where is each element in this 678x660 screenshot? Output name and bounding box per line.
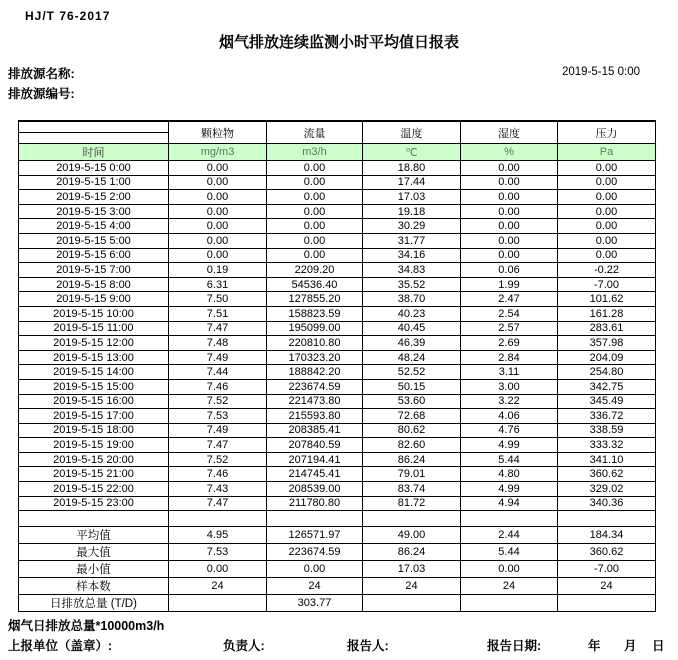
hourly-row — [19, 365, 656, 380]
value-cell: 7.47 — [169, 496, 267, 511]
hourly-row — [19, 190, 656, 205]
value-cell: -0.22 — [558, 263, 656, 278]
value-cell: 338.59 — [558, 423, 656, 438]
value-cell: 360.62 — [558, 467, 656, 482]
value-cell: 207194.41 — [267, 452, 363, 467]
hourly-row — [19, 161, 656, 176]
value-cell: 2.57 — [461, 321, 558, 336]
value-cell: 221473.80 — [267, 394, 363, 409]
value-cell: 188842.20 — [267, 365, 363, 380]
value-cell: -7.00 — [558, 561, 656, 578]
header-row-top — [19, 121, 656, 133]
row-label-cell: 2019-5-15 15:00 — [19, 379, 169, 394]
value-cell: 207840.59 — [267, 438, 363, 453]
value-cell: 223674.59 — [267, 544, 363, 561]
row-label-cell: 最小值 — [19, 561, 169, 578]
row-label-cell: 2019-5-15 6:00 — [19, 248, 169, 263]
value-cell: 0.00 — [267, 161, 363, 176]
value-cell: 2.69 — [461, 336, 558, 351]
value-cell: 333.32 — [558, 438, 656, 453]
page-title: 烟气排放连续监测小时平均值日报表 — [218, 34, 459, 51]
spacer-body — [19, 511, 656, 527]
unit-humidity: % — [461, 144, 558, 161]
value-cell: 24 — [267, 578, 363, 595]
value-cell: 17.44 — [363, 175, 461, 190]
hourly-rows — [19, 161, 656, 511]
value-cell: 0.00 — [169, 248, 267, 263]
value-cell: 7.52 — [169, 452, 267, 467]
value-cell: 7.48 — [169, 336, 267, 351]
value-cell: 52.52 — [363, 365, 461, 380]
standard-code: HJ/T 76-2017 — [25, 9, 111, 23]
value-cell: 208539.00 — [267, 482, 363, 497]
value-cell: 40.45 — [363, 321, 461, 336]
value-cell: 340.36 — [558, 496, 656, 511]
value-cell: 31.77 — [363, 233, 461, 248]
value-cell — [558, 595, 656, 612]
value-cell: 7.49 — [169, 423, 267, 438]
summary-row — [19, 544, 656, 561]
value-cell: 48.24 — [363, 350, 461, 365]
value-cell: 161.28 — [558, 306, 656, 321]
year-label: 年 — [588, 639, 601, 653]
hourly-row — [19, 263, 656, 278]
value-cell: 49.00 — [363, 527, 461, 544]
row-label-cell: 2019-5-15 21:00 — [19, 467, 169, 482]
value-cell: 0.00 — [558, 204, 656, 219]
value-cell: 0.00 — [461, 190, 558, 205]
value-cell: 7.44 — [169, 365, 267, 380]
value-cell: 0.00 — [558, 161, 656, 176]
value-cell: 0.00 — [461, 561, 558, 578]
hourly-row — [19, 204, 656, 219]
unit-pressure: Pa — [558, 144, 656, 161]
value-cell: 0.00 — [558, 175, 656, 190]
hourly-row — [19, 321, 656, 336]
value-cell: 7.50 — [169, 292, 267, 307]
column-header-temperature: 温度 — [363, 121, 461, 144]
value-cell: 0.00 — [267, 248, 363, 263]
hourly-row — [19, 248, 656, 263]
row-label-cell: 2019-5-15 7:00 — [19, 263, 169, 278]
value-cell: 6.31 — [169, 277, 267, 292]
row-label-cell: 2019-5-15 1:00 — [19, 175, 169, 190]
spacer-cell — [461, 511, 558, 527]
value-cell: 0.00 — [267, 561, 363, 578]
column-header-flow: 流量 — [267, 121, 363, 144]
value-cell — [363, 595, 461, 612]
value-cell: 0.00 — [267, 219, 363, 234]
value-cell: 0.00 — [558, 248, 656, 263]
value-cell: 82.60 — [363, 438, 461, 453]
value-cell: 2.84 — [461, 350, 558, 365]
table-header — [19, 121, 656, 161]
time-header-spacer-bottom — [19, 133, 169, 144]
value-cell: 303.77 — [267, 595, 363, 612]
value-cell: 0.00 — [267, 233, 363, 248]
value-cell: 0.00 — [267, 190, 363, 205]
value-cell: 34.83 — [363, 263, 461, 278]
value-cell: 0.00 — [461, 248, 558, 263]
monitoring-table — [18, 120, 656, 612]
value-cell: 38.70 — [363, 292, 461, 307]
spacer-cell — [169, 511, 267, 527]
value-cell: 4.76 — [461, 423, 558, 438]
column-header-humidity: 湿度 — [461, 121, 558, 144]
spacer-row — [19, 511, 656, 527]
row-label-cell: 2019-5-15 2:00 — [19, 190, 169, 205]
value-cell: 215593.80 — [267, 409, 363, 424]
value-cell: 204.09 — [558, 350, 656, 365]
hourly-row — [19, 306, 656, 321]
value-cell: 211780.80 — [267, 496, 363, 511]
report-unit-label: 上报单位（盖章）: — [8, 639, 113, 653]
value-cell: 30.29 — [363, 219, 461, 234]
value-cell: 7.47 — [169, 438, 267, 453]
value-cell: 0.00 — [267, 175, 363, 190]
value-cell: 0.00 — [461, 233, 558, 248]
value-cell: 283.61 — [558, 321, 656, 336]
row-label-cell: 2019-5-15 11:00 — [19, 321, 169, 336]
report-date-label: 报告日期: — [487, 639, 542, 653]
value-cell: 220810.80 — [267, 336, 363, 351]
source-id-label: 排放源编号: — [8, 87, 75, 101]
spacer-cell — [363, 511, 461, 527]
value-cell: 0.00 — [169, 233, 267, 248]
unit-temperature: ℃ — [363, 144, 461, 161]
value-cell: 0.00 — [461, 204, 558, 219]
row-label-cell: 最大值 — [19, 544, 169, 561]
value-cell: 7.47 — [169, 321, 267, 336]
value-cell: 86.24 — [363, 452, 461, 467]
value-cell: 7.51 — [169, 306, 267, 321]
row-label-cell: 2019-5-15 18:00 — [19, 423, 169, 438]
value-cell — [169, 595, 267, 612]
value-cell: 7.53 — [169, 409, 267, 424]
reporter-label: 报告人: — [347, 639, 389, 653]
value-cell: 0.06 — [461, 263, 558, 278]
day-label: 日 — [652, 639, 665, 653]
value-cell: 0.00 — [169, 219, 267, 234]
value-cell: 3.00 — [461, 379, 558, 394]
month-label: 月 — [624, 639, 637, 653]
hourly-row — [19, 482, 656, 497]
summary-row — [19, 595, 656, 612]
value-cell: 50.15 — [363, 379, 461, 394]
row-label-cell: 2019-5-15 0:00 — [19, 161, 169, 176]
value-cell: 127855.20 — [267, 292, 363, 307]
row-label-cell: 2019-5-15 4:00 — [19, 219, 169, 234]
value-cell: 158823.59 — [267, 306, 363, 321]
value-cell: 4.99 — [461, 438, 558, 453]
value-cell: 2.44 — [461, 527, 558, 544]
total-emission-note: 烟气日排放总量*10000m3/h — [8, 619, 165, 633]
value-cell: 341.10 — [558, 452, 656, 467]
spacer-cell — [267, 511, 363, 527]
value-cell: 0.00 — [558, 190, 656, 205]
row-label-cell: 日排放总量 (T/D) — [19, 595, 169, 612]
value-cell: 4.99 — [461, 482, 558, 497]
value-cell: 345.49 — [558, 394, 656, 409]
value-cell: 329.02 — [558, 482, 656, 497]
row-label-cell: 样本数 — [19, 578, 169, 595]
value-cell: 19.18 — [363, 204, 461, 219]
hourly-row — [19, 277, 656, 292]
value-cell: 223674.59 — [267, 379, 363, 394]
value-cell: 3.22 — [461, 394, 558, 409]
value-cell: 1.99 — [461, 277, 558, 292]
unit-particulate: mg/m3 — [169, 144, 267, 161]
value-cell: 214745.41 — [267, 467, 363, 482]
value-cell: 2.54 — [461, 306, 558, 321]
value-cell: 86.24 — [363, 544, 461, 561]
row-label-cell: 2019-5-15 3:00 — [19, 204, 169, 219]
value-cell: 46.39 — [363, 336, 461, 351]
column-header-particulate: 颗粒物 — [169, 121, 267, 144]
value-cell: 336.72 — [558, 409, 656, 424]
summary-row — [19, 561, 656, 578]
hourly-row — [19, 394, 656, 409]
value-cell: 0.00 — [169, 175, 267, 190]
value-cell: 79.01 — [363, 467, 461, 482]
hourly-row — [19, 409, 656, 424]
row-label-cell: 2019-5-15 22:00 — [19, 482, 169, 497]
value-cell: 0.00 — [461, 175, 558, 190]
signature-line — [0, 636, 678, 654]
value-cell: 5.44 — [461, 452, 558, 467]
hourly-row — [19, 219, 656, 234]
value-cell: -7.00 — [558, 277, 656, 292]
value-cell: 7.53 — [169, 544, 267, 561]
row-label-cell: 2019-5-15 12:00 — [19, 336, 169, 351]
value-cell: 80.62 — [363, 423, 461, 438]
value-cell: 0.00 — [169, 190, 267, 205]
hourly-row — [19, 496, 656, 511]
value-cell: 342.75 — [558, 379, 656, 394]
value-cell: 0.00 — [267, 204, 363, 219]
value-cell: 72.68 — [363, 409, 461, 424]
value-cell: 126571.97 — [267, 527, 363, 544]
value-cell: 35.52 — [363, 277, 461, 292]
row-label-cell: 2019-5-15 17:00 — [19, 409, 169, 424]
value-cell — [461, 595, 558, 612]
row-label-cell: 2019-5-15 8:00 — [19, 277, 169, 292]
value-cell: 7.46 — [169, 379, 267, 394]
responsible-label: 负责人: — [223, 639, 265, 653]
value-cell: 0.19 — [169, 263, 267, 278]
summary-row — [19, 578, 656, 595]
value-cell: 0.00 — [169, 161, 267, 176]
time-header: 时间 — [19, 144, 169, 161]
unit-flow: m3/h — [267, 144, 363, 161]
report-datetime: 2019-5-15 0:00 — [561, 66, 640, 78]
spacer-cell — [19, 511, 169, 527]
value-cell: 34.16 — [363, 248, 461, 263]
row-label-cell: 2019-5-15 5:00 — [19, 233, 169, 248]
row-label-cell: 2019-5-15 14:00 — [19, 365, 169, 380]
value-cell: 0.00 — [169, 204, 267, 219]
row-label-cell: 平均值 — [19, 527, 169, 544]
value-cell: 4.95 — [169, 527, 267, 544]
value-cell: 4.06 — [461, 409, 558, 424]
row-label-cell: 2019-5-15 19:00 — [19, 438, 169, 453]
column-header-pressure: 压力 — [558, 121, 656, 144]
value-cell: 0.00 — [558, 233, 656, 248]
value-cell: 0.00 — [558, 219, 656, 234]
value-cell: 5.44 — [461, 544, 558, 561]
value-cell: 360.62 — [558, 544, 656, 561]
row-label-cell: 2019-5-15 23:00 — [19, 496, 169, 511]
hourly-row — [19, 233, 656, 248]
value-cell: 2209.20 — [267, 263, 363, 278]
value-cell: 24 — [169, 578, 267, 595]
value-cell: 101.62 — [558, 292, 656, 307]
row-label-cell: 2019-5-15 10:00 — [19, 306, 169, 321]
hourly-row — [19, 336, 656, 351]
value-cell: 4.94 — [461, 496, 558, 511]
hourly-row — [19, 467, 656, 482]
value-cell: 0.00 — [461, 161, 558, 176]
hourly-row — [19, 423, 656, 438]
value-cell: 4.80 — [461, 467, 558, 482]
value-cell: 24 — [363, 578, 461, 595]
value-cell: 81.72 — [363, 496, 461, 511]
row-label-cell: 2019-5-15 9:00 — [19, 292, 169, 307]
value-cell: 53.60 — [363, 394, 461, 409]
hourly-row — [19, 350, 656, 365]
value-cell: 7.46 — [169, 467, 267, 482]
value-cell: 7.49 — [169, 350, 267, 365]
value-cell: 54536.40 — [267, 277, 363, 292]
value-cell: 17.03 — [363, 561, 461, 578]
value-cell: 3.11 — [461, 365, 558, 380]
row-label-cell: 2019-5-15 16:00 — [19, 394, 169, 409]
value-cell: 208385.41 — [267, 423, 363, 438]
value-cell: 0.00 — [461, 219, 558, 234]
value-cell: 7.52 — [169, 394, 267, 409]
value-cell: 2.47 — [461, 292, 558, 307]
value-cell: 170323.20 — [267, 350, 363, 365]
hourly-row — [19, 175, 656, 190]
spacer-cell — [558, 511, 656, 527]
hourly-row — [19, 438, 656, 453]
summary-rows — [19, 527, 656, 612]
value-cell: 83.74 — [363, 482, 461, 497]
source-name-label: 排放源名称: — [8, 67, 75, 81]
value-cell: 7.43 — [169, 482, 267, 497]
unit-row — [19, 144, 656, 161]
value-cell: 0.00 — [169, 561, 267, 578]
value-cell: 24 — [558, 578, 656, 595]
value-cell: 17.03 — [363, 190, 461, 205]
row-label-cell: 2019-5-15 20:00 — [19, 452, 169, 467]
value-cell: 254.80 — [558, 365, 656, 380]
hourly-row — [19, 292, 656, 307]
hourly-row — [19, 379, 656, 394]
value-cell: 18.80 — [363, 161, 461, 176]
time-header-spacer-top — [19, 121, 169, 133]
summary-row — [19, 527, 656, 544]
value-cell: 195099.00 — [267, 321, 363, 336]
value-cell: 24 — [461, 578, 558, 595]
hourly-row — [19, 452, 656, 467]
value-cell: 184.34 — [558, 527, 656, 544]
row-label-cell: 2019-5-15 13:00 — [19, 350, 169, 365]
value-cell: 40.23 — [363, 306, 461, 321]
value-cell: 357.98 — [558, 336, 656, 351]
